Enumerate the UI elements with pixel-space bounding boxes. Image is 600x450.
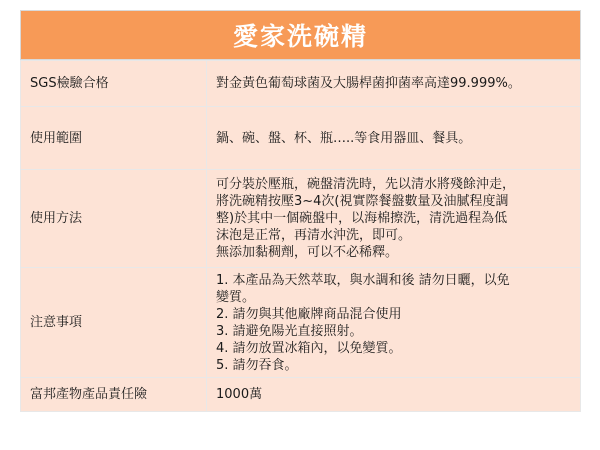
table-row (21, 61, 581, 107)
value-line: 整)於其中一個碗盤中，以海棉擦洗，清洗過程為低 (216, 211, 508, 226)
row-label-precautions: 注意事項 (21, 268, 207, 378)
product-title: 愛家洗碗精 (232, 22, 368, 51)
value-line: 變質。 (216, 289, 256, 305)
value-line: 對金黃色葡萄球菌及大腸桿菌抑菌率高達99.999%。 (216, 76, 521, 91)
value-line: 無添加黏稠劑，可以不必稀釋。 (216, 245, 399, 260)
value-line: 鍋、碗、盤、杯、瓶…..等食用器皿、餐具。 (216, 130, 472, 146)
value-line: 4. 請勿放置冰箱內，以免變質。 (216, 340, 402, 356)
spec-table (20, 60, 581, 412)
row-value-instructions (207, 170, 581, 268)
row-label-usage-scope: 使用範圍 (21, 107, 207, 170)
value-line: 1. 本產品為天然萃取，與水調和後 請勿日曬，以免 (216, 272, 510, 288)
value-line: 3. 請避免陽光直接照射。 (216, 323, 363, 339)
value-line: 沫泡是正常，再清水沖洗，即可。 (216, 228, 412, 243)
row-label-instructions: 使用方法 (21, 170, 207, 268)
table-row (21, 378, 581, 412)
row-value-insurance (207, 378, 581, 412)
row-value-sgs (207, 61, 581, 107)
value-line: 將洗碗精按壓3~4次(視實際餐盤數量及油膩程度調 (216, 194, 509, 209)
title-banner (20, 10, 581, 60)
product-info-table (20, 10, 581, 412)
row-value-precautions (207, 268, 581, 378)
row-label-sgs: SGS檢驗合格 (21, 61, 207, 107)
row-value-usage-scope (207, 107, 581, 170)
table-row (21, 268, 581, 378)
value-line: 可分裝於壓瓶，碗盤清洗時，先以清水將殘餘沖走， (216, 177, 516, 192)
value-line: 2. 請勿與其他廠牌商品混合使用 (216, 306, 402, 322)
table-row (21, 107, 581, 170)
row-label-insurance: 富邦產物產品責任險 (21, 378, 207, 412)
value-line: 1000萬 (216, 387, 263, 402)
table-row (21, 170, 581, 268)
value-line: 5. 請勿吞食。 (216, 357, 298, 373)
